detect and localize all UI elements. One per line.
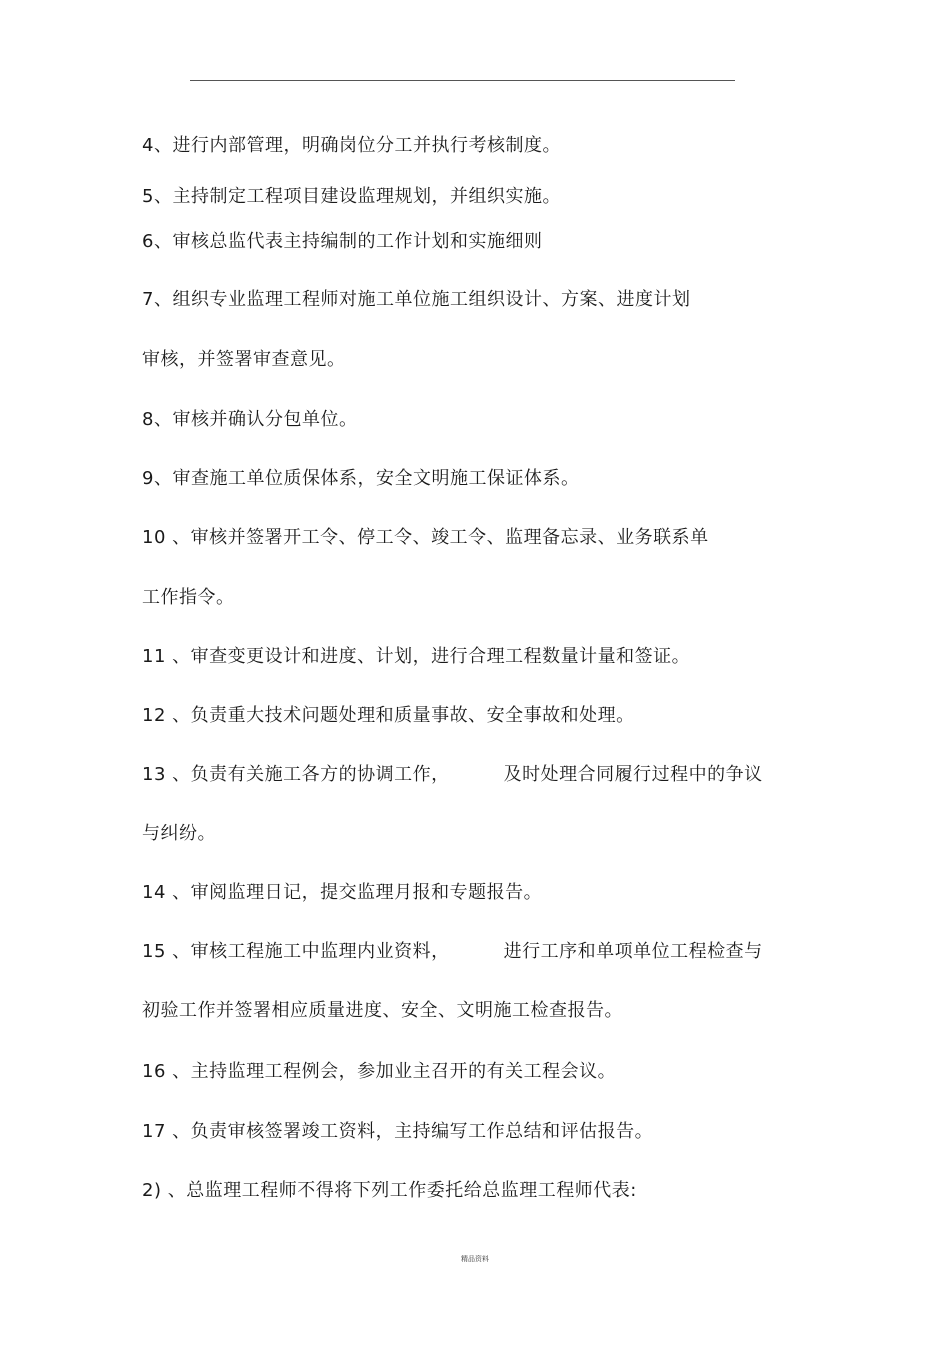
list-item-13-part-b: 及时处理合同履行过程中的争议	[503, 764, 763, 785]
list-item-13-cont: 与纠纷。	[142, 823, 216, 844]
list-item-17: 17 、负责审核签署竣工资料，主持编写工作总结和评估报告。	[142, 1121, 654, 1142]
header-rule	[190, 80, 735, 81]
list-item-5: 5、主持制定工程项目建设监理规划，并组织实施。	[142, 186, 561, 207]
list-item-7-cont: 审核，并签署审查意见。	[142, 349, 346, 370]
list-item-15-cont: 初验工作并签署相应质量进度、安全、文明施工检查报告。	[142, 1000, 623, 1021]
list-item-16: 16 、主持监理工程例会，参加业主召开的有关工程会议。	[142, 1061, 617, 1082]
list-item-15-part-a: 15 、审核工程施工中监理内业资料，	[142, 941, 450, 962]
list-item-4: 4、进行内部管理，明确岗位分工并执行考核制度。	[142, 135, 561, 156]
list-item-11: 11 、审查变更设计和进度、计划，进行合理工程数量计量和签证。	[142, 646, 691, 667]
list-item-14: 14 、审阅监理日记，提交监理月报和专题报告。	[142, 882, 543, 903]
page-footer: 精品资料	[461, 1255, 489, 1263]
list-item-13	[142, 763, 763, 787]
list-item-15-part-b: 进行工序和单项单位工程检查与	[503, 941, 763, 962]
list-item-9: 9、审查施工单位质保体系，安全文明施工保证体系。	[142, 468, 580, 489]
list-item-10: 10 、审核并签署开工令、停工令、竣工令、监理备忘录、业务联系单	[142, 527, 709, 548]
list-item-8: 8、审核并确认分包单位。	[142, 409, 358, 430]
list-item-13-part-a: 13 、负责有关施工各方的协调工作，	[142, 764, 450, 785]
list-item-6: 6、审核总监代表主持编制的工作计划和实施细则	[142, 231, 543, 252]
list-item-15	[142, 940, 763, 964]
section-2-heading: 2) 、总监理工程师不得将下列工作委托给总监理工程师代表:	[142, 1180, 637, 1201]
list-item-10-cont: 工作指令。	[142, 587, 235, 608]
list-item-7: 7、组织专业监理工程师对施工单位施工组织设计、方案、进度计划	[142, 289, 691, 310]
list-item-12: 12 、负责重大技术问题处理和质量事故、安全事故和处理。	[142, 705, 635, 726]
